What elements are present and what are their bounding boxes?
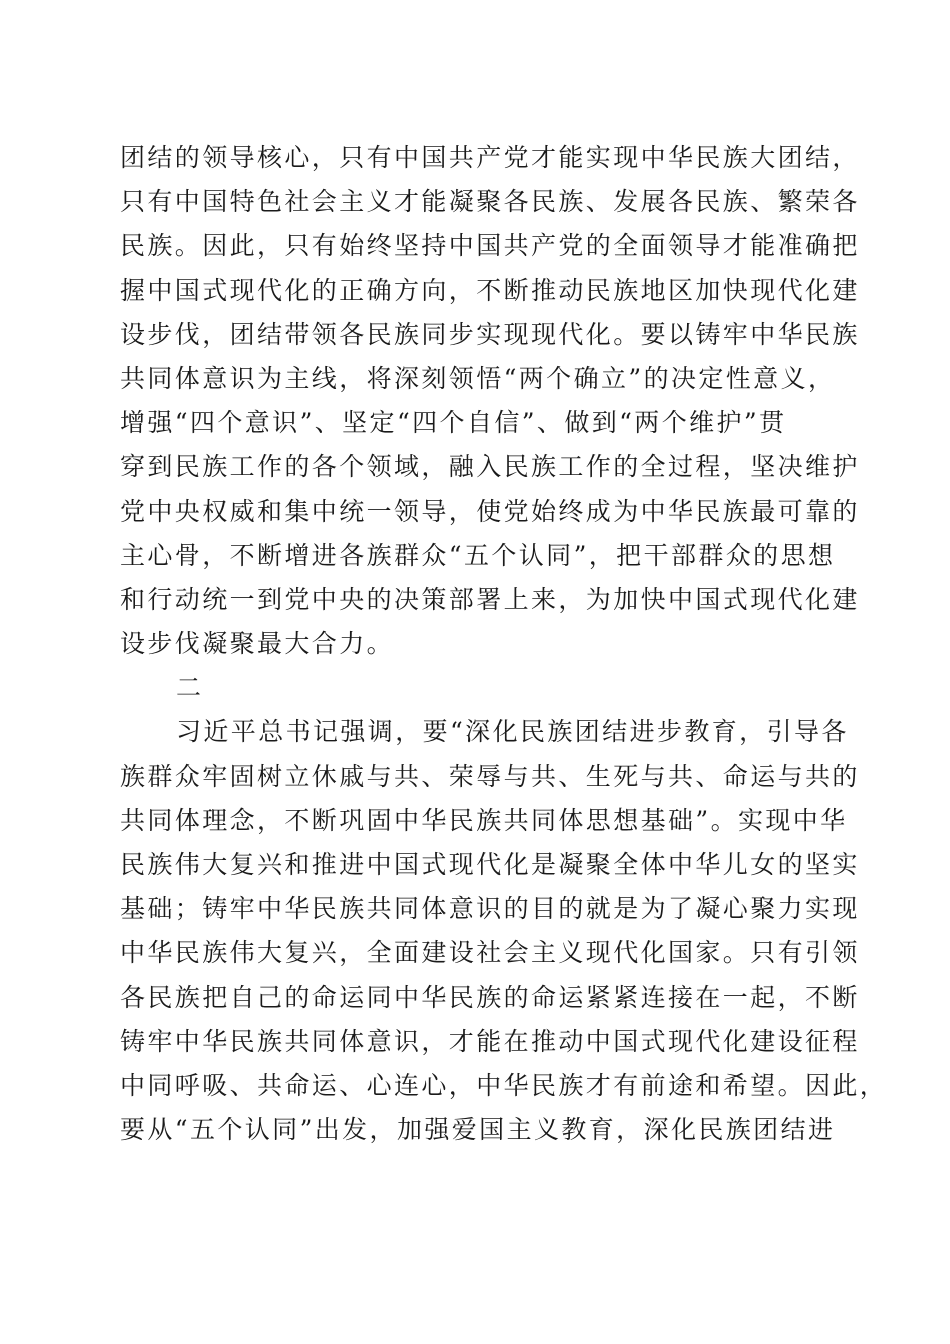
text-line: 中华民族伟大复兴，全面建设社会主义现代化国家。只有引领	[120, 938, 860, 968]
text-line: 党中央权威和集中统一领导，使党始终成为中华民族最可靠的	[120, 496, 860, 526]
text-line: 团结的领导核心，只有中国共产党才能实现中华民族大团结，	[120, 143, 860, 172]
text-line: 中同呼吸、共命运、心连心，中华民族才有前途和希望。因此，	[120, 1070, 888, 1100]
text-line: 民族伟大复兴和推进中国式现代化是凝聚全体中华儿女的坚实	[120, 850, 860, 879]
text-line: 民族。因此，只有始终坚持中国共产党的全面领导才能准确把	[120, 231, 860, 261]
text-line: 族群众牢固树立休戚与共、荣辱与共、生死与共、命运与共的	[120, 761, 860, 791]
document-body-text	[120, 136, 888, 1152]
text-line: 增强“四个意识”、坚定“四个自信”、做到“两个维护”贯	[120, 408, 787, 438]
text-line: 穿到民族工作的各个领域，融入民族工作的全过程，坚决维护	[120, 452, 860, 482]
text-line: 握中国式现代化的正确方向，不断推动民族地区加快现代化建	[120, 275, 860, 305]
text-line: 各民族把自己的命运同中华民族的命运紧紧连接在一起，不断	[120, 982, 860, 1012]
text-line: 要从“五个认同”出发，加强爱国主义教育，深化民族团结进	[120, 1115, 836, 1145]
text-line: 主心骨，不断增进各族群众“五个认同”，把干部群众的思想	[120, 540, 836, 570]
text-line: 共同体理念，不断巩固中华民族共同体思想基础”。实现中华	[120, 805, 848, 835]
text-line: 和行动统一到党中央的决策部署上来，为加快中国式现代化建	[120, 584, 860, 614]
text-line: 设步伐凝聚最大合力。	[120, 629, 395, 659]
text-line: 铸牢中华民族共同体意识，才能在推动中国式现代化建设征程	[120, 1026, 860, 1056]
text-line: 设步伐，团结带领各民族同步实现现代化。要以铸牢中华民族	[120, 319, 860, 349]
text-line: 共同体意识为主线，将深刻领悟“两个确立”的决定性意义，	[120, 363, 836, 393]
text-line: 习近平总书记强调，要“深化民族团结进步教育，引导各	[176, 717, 849, 747]
text-line: 只有中国特色社会主义才能凝聚各民族、发展各民族、繁荣各	[120, 187, 860, 217]
text-line: 基础；铸牢中华民族共同体意识的目的就是为了凝心聚力实现	[120, 894, 860, 924]
section-heading: 二	[176, 673, 204, 703]
